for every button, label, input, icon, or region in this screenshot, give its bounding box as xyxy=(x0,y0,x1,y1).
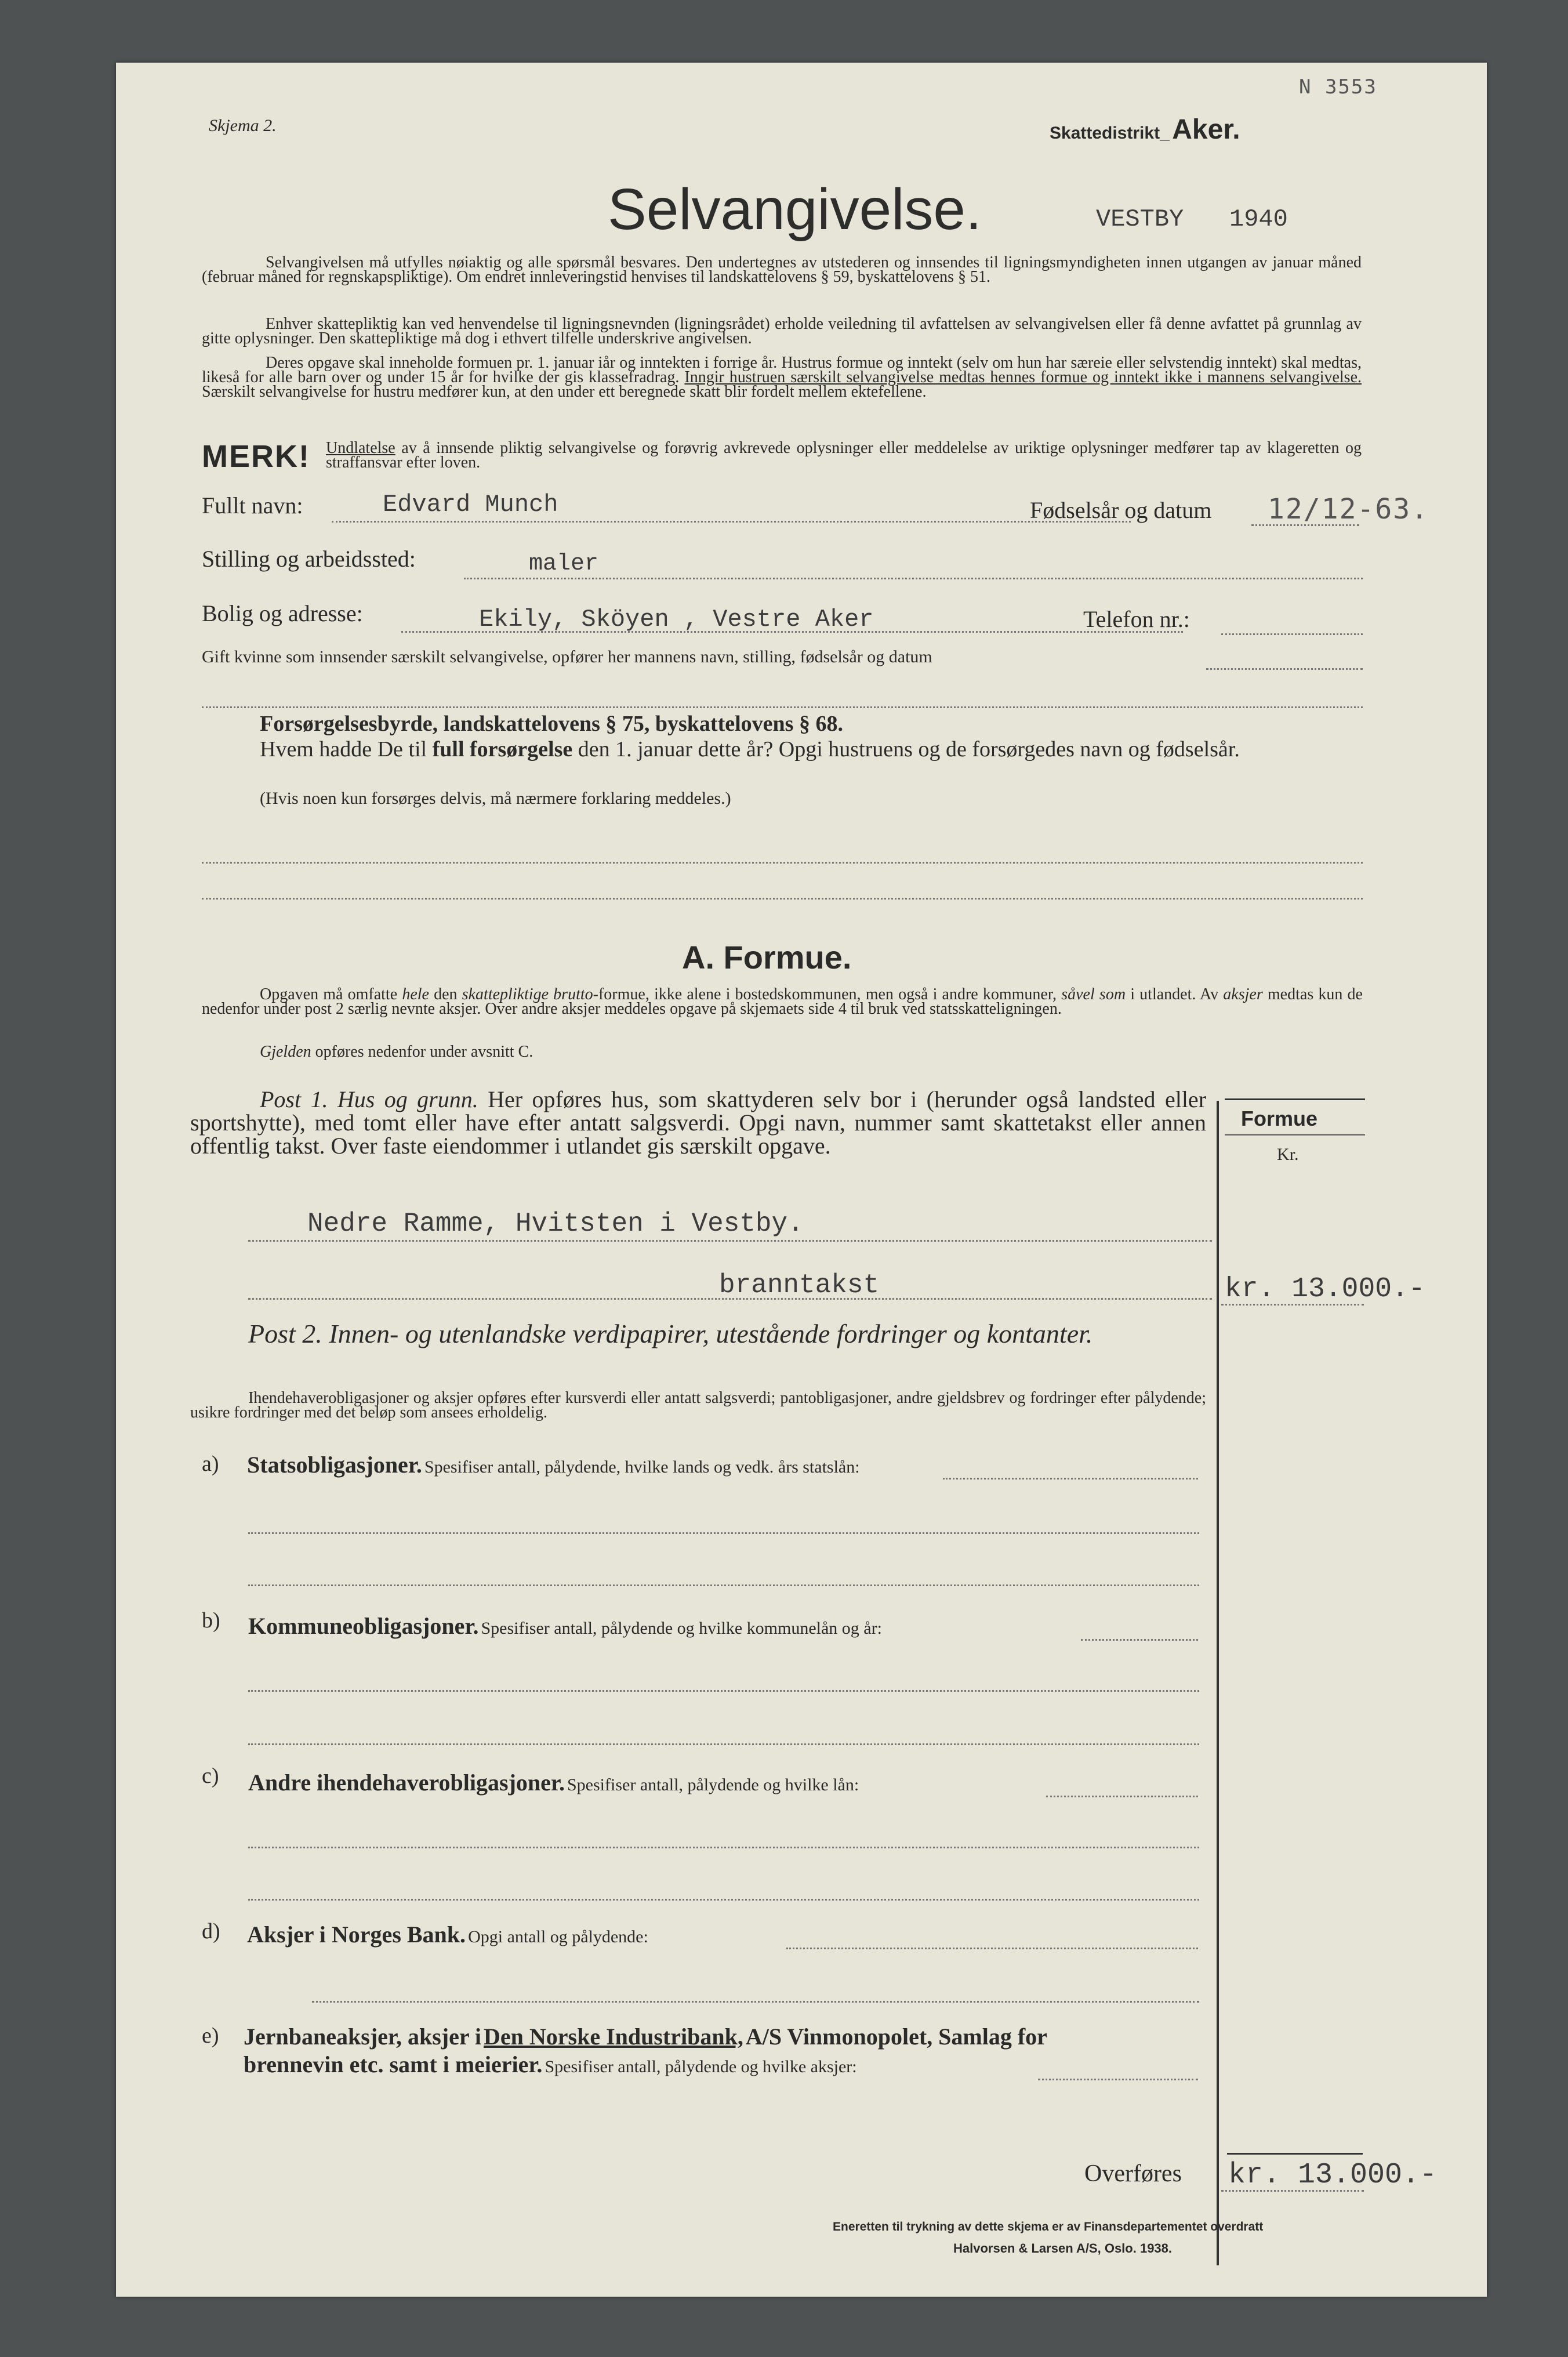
item-e-letter: e) xyxy=(202,2024,219,2048)
post-2-title: Post 2. Innen- og utenlandske verdipapirer, utestående fordringer og kontanter. xyxy=(248,1319,1093,1348)
item-b-line-2 xyxy=(248,1743,1199,1745)
item-e-desc: Spesifiser antall, pålydende og hvilke aksjer: xyxy=(545,2057,857,2076)
carry-value[interactable]: kr. 13.000.- xyxy=(1228,2159,1438,2192)
item-c-desc: Spesifiser antall, pålydende og hvilke lån: xyxy=(567,1775,859,1794)
item-b-line-0 xyxy=(1081,1639,1198,1641)
item-b-title: Kommuneobligasjoner. xyxy=(248,1613,479,1639)
formue-column-rule xyxy=(1217,1101,1219,2265)
intro-paragraph-2: Enhver skattepliktig kan ved henvendelse til ligningsnevnden (ligningsrådet) erholde veiledning til avfattelsen av selvangivelsen eller få denne avfattet på grunnlag av gitte oplysninger. Den skattepliktige må dog i ethvert tilfelle underskrive angivelsen. xyxy=(202,315,1362,347)
item-d-line-1 xyxy=(312,2001,1199,2003)
item-a xyxy=(247,1451,860,1478)
item-d-line-0 xyxy=(786,1948,1198,1949)
item-d-letter: d) xyxy=(202,1919,220,1943)
phone-label: Telefon nr.: xyxy=(1083,606,1190,632)
item-b-desc: Spesifiser antall, pålydende og hvilke kommunelån og år: xyxy=(481,1619,882,1638)
carry-line xyxy=(1221,2190,1364,2192)
post-1-property[interactable]: Nedre Ramme, Hvitsten i Vestby. xyxy=(307,1209,804,1239)
sa-b: den xyxy=(434,985,458,1003)
item-c-line-1 xyxy=(248,1847,1199,1848)
item-a-letter: a) xyxy=(202,1452,219,1476)
address-value[interactable]: Ekily, Sköyen , Vestre Aker xyxy=(479,605,874,633)
item-c-title: Andre ihendehaverobligasjoner. xyxy=(248,1769,565,1796)
intro-paragraph-1: Selvangivelsen må utfylles nøiaktig og alle spørsmål besvares. Den undertegnes av utstederen og innsendes til ligningsmyndigheten innen utgangen av januar måned (februar måned for regnskapspliktige). Om endret innleveringstid henvises til landskattelovens § 59, byskattelovens § 51. xyxy=(202,253,1362,286)
post-1-amount[interactable]: kr. 13.000.- xyxy=(1225,1274,1425,1305)
archive-number: N 3553 xyxy=(1299,75,1377,99)
name-line xyxy=(332,521,1131,523)
section-a-instructions xyxy=(202,987,1363,1016)
merk-body: av å innsende pliktig selvangivelse og forøvrig avkrevede oplysninger eller meddelelse av uriktige oplysninger medfører tap av klageretten og straffansvar efter loven. xyxy=(326,439,1362,472)
sa-e: medtas kun de nedenfor under post 2 særlig nevnte aksjer. Over andre aksjer meddeles opgave på skjemaets side 4 til bruk ved statsskatteligningen. xyxy=(202,985,1363,1018)
post-1-line-1 xyxy=(248,1240,1212,1242)
sa-i4: aksjer xyxy=(1223,985,1263,1003)
sa-i3: såvel som xyxy=(1061,985,1126,1003)
phone-line xyxy=(1221,633,1363,635)
item-c-letter: c) xyxy=(202,1764,219,1788)
item-b-line-1 xyxy=(248,1690,1199,1692)
item-e-title-a: Jernbaneaksjer, aksjer i xyxy=(244,2024,481,2050)
birth-label: Fødselsår og datum xyxy=(1030,497,1212,523)
merk-underlined: Undlatelse xyxy=(326,439,395,457)
occupation-label: Stilling og arbeidssted: xyxy=(202,546,416,572)
tax-form-page xyxy=(116,63,1487,2297)
post-1-amount-line xyxy=(1221,1304,1364,1306)
married-line-2 xyxy=(202,706,1363,708)
item-a-title: Statsobligasjoner. xyxy=(247,1452,422,1478)
carry-label: Overføres xyxy=(1084,2160,1182,2187)
printer-line-2: Halvorsen & Larsen A/S, Oslo. 1938. xyxy=(953,2241,1173,2256)
intro-p3-end: Særskilt selvangivelse for hustru medfører kun, at den under ett beregnede skatt blir fordelt mellem ektefellene. xyxy=(202,383,927,401)
sa-d: i utlandet. Av xyxy=(1130,985,1219,1003)
page-title: Selvangivelse. xyxy=(608,177,982,242)
item-e-title-u: Den Norske Industribank, xyxy=(484,2024,743,2050)
item-e-title-b: A/S Vinmonopolet, Samlag for xyxy=(745,2024,1047,2050)
intro-paragraph-3 xyxy=(202,356,1362,399)
dependents-note: (Hvis noen kun forsørges delvis, må nærmere forklaring meddeles.) xyxy=(260,789,731,808)
typed-municipality: VESTBY xyxy=(1096,205,1184,233)
married-line-1 xyxy=(1206,668,1363,670)
section-a-title: A. Formue. xyxy=(682,939,852,976)
item-b xyxy=(248,1612,882,1640)
intro-p3-underlined: Inngir hustruen særskilt selvangivelse medtas hennes formue og inntekt ikke i mannens selvangivelse. xyxy=(684,368,1362,386)
item-a-desc: Spesifiser antall, pålydende, hvilke lands og vedk. års statslån: xyxy=(424,1457,860,1477)
dependents-heading xyxy=(260,711,843,737)
sa-i2: skattepliktige brutto xyxy=(462,985,593,1003)
address-label: Bolig og adresse: xyxy=(202,600,363,626)
item-c xyxy=(248,1769,859,1796)
merk-label: MERK! xyxy=(202,439,310,474)
tax-district: Skattedistrikt_ Aker. xyxy=(1050,114,1240,145)
sa-a: Opgaven må omfatte xyxy=(260,985,398,1003)
dependents-q-bold: full forsørgelse xyxy=(432,737,573,762)
item-e-title-line-2 xyxy=(244,2051,857,2078)
post-2-note: Ihendehaverobligasjoner og aksjer opføres efter kursverdi eller antatt salgsverdi; pantobligasjoner, andre gjeldsbrev og fordringer efter pålydende; usikre fordringer med det beløp som ansees erholdelig. xyxy=(190,1389,1206,1422)
item-e-title-line-1 xyxy=(244,2023,1047,2050)
printer-line-1: Eneretten til trykning av dette skjema er av Finansdepartementet overdratt xyxy=(833,2220,1264,2233)
item-a-line-0 xyxy=(943,1478,1198,1480)
section-a-debt-note xyxy=(260,1043,533,1061)
name-label: Fullt navn: xyxy=(202,492,303,518)
item-c-line-2 xyxy=(248,1899,1199,1901)
sa-c: -formue, ikke alene i bostedskommunen, men også i andre kommuner, xyxy=(593,985,1057,1003)
item-d-desc: Opgi antall og pålydende: xyxy=(468,1927,648,1946)
merk-text xyxy=(326,441,1362,470)
formue-header-bottom xyxy=(1225,1134,1365,1136)
post-1 xyxy=(190,1088,1206,1158)
item-a-line-2 xyxy=(248,1584,1199,1586)
dependents-question xyxy=(202,737,1363,762)
item-e-title-c: brennevin etc. samt i meierier. xyxy=(244,2051,543,2077)
item-d-title: Aksjer i Norges Bank. xyxy=(247,1921,466,1948)
occupation-value[interactable]: maler xyxy=(529,551,599,577)
item-c-line-0 xyxy=(1046,1796,1198,1797)
dependents-line-1 xyxy=(202,862,1363,864)
district-value: Aker. xyxy=(1172,114,1240,145)
occupation-line xyxy=(464,578,1363,579)
sa-debt-i: Gjelden xyxy=(260,1043,311,1061)
dependents-law: Forsørgelsesbyrde, landskattelovens § 75, byskattelovens § 68. xyxy=(260,712,843,736)
dependents-line-2 xyxy=(202,898,1363,900)
item-e-line-0 xyxy=(1038,2079,1198,2080)
item-b-letter: b) xyxy=(202,1608,220,1633)
birth-value[interactable]: 12/12-63. xyxy=(1268,493,1429,525)
intro-p3-text: Deres opgave skal inneholde formuen pr. 1. januar iår og inntekten i forrige år. Hustrus formue og inntekt (selv om hun har særeie eller selvstendig inntekt) skal medtas, likeså for alle barn over og under 15 år for hvilke der gis klassefradrag. xyxy=(202,354,1362,386)
dependents-q-a: Hvem hadde De til xyxy=(260,737,427,762)
sa-debt-text: opføres nedenfor under avsnitt C. xyxy=(315,1043,533,1061)
sa-i1: hele xyxy=(402,985,429,1003)
item-a-line-1 xyxy=(248,1532,1199,1534)
dependents-q-b: den 1. januar dette år? Opgi hustruens og de forsørgedes navn og fødselsår. xyxy=(578,737,1240,762)
married-note: Gift kvinne som innsender særskilt selvangivelse, opfører her mannens navn, stilling, fødselsår og datum xyxy=(202,647,932,666)
item-d xyxy=(247,1921,648,1948)
district-label: Skattedistrikt xyxy=(1050,124,1160,143)
formue-header: Formue xyxy=(1241,1107,1318,1130)
typed-year: 1940 xyxy=(1229,205,1288,233)
post-1-title: Post 1. Hus og grunn. xyxy=(260,1086,478,1112)
post-1-valuation[interactable]: branntakst xyxy=(719,1270,880,1300)
carry-top-rule xyxy=(1227,2153,1363,2155)
name-value[interactable]: Edvard Munch xyxy=(383,491,558,518)
form-label: Skjema 2. xyxy=(209,116,277,135)
post-1-text: Her opføres hus, som skattyderen selv bor i (herunder også landsted eller sportshytte), med tomt eller have efter antatt salgsverdi. Opgi navn, nummer samt skattetakst eller annen offentlig takst. Over faste eiendommer i utlandet gis særskilt opgave. xyxy=(190,1086,1207,1159)
formue-unit: Kr. xyxy=(1277,1145,1299,1164)
formue-header-top xyxy=(1225,1098,1365,1100)
